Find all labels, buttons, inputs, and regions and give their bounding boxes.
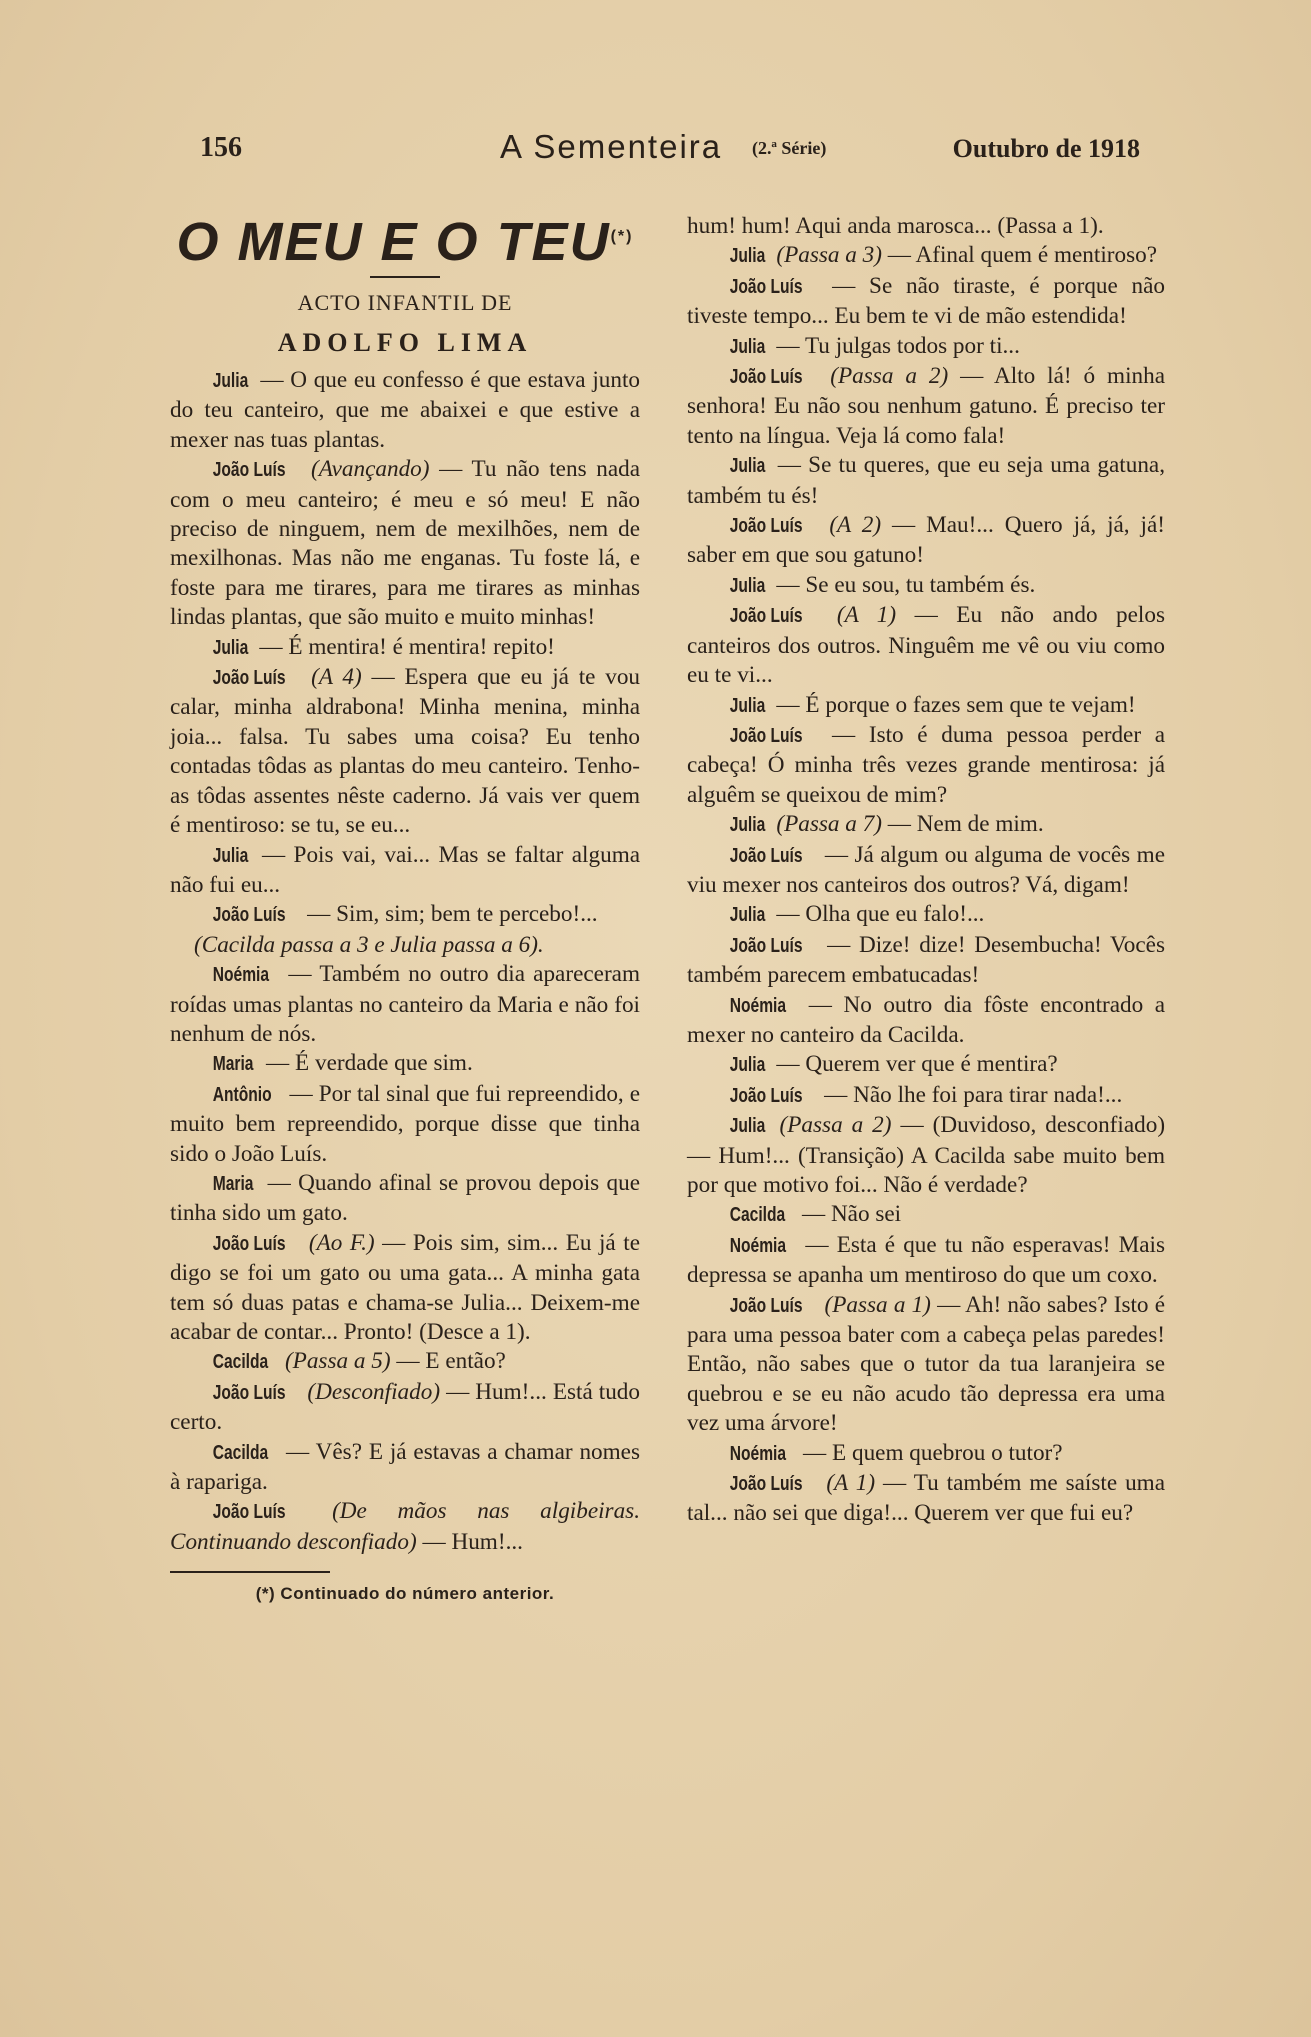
dialogue-line: João Luís — Já algum ou alguma de vocês me viu mexer nos canteiros dos outros? Vá, digam! xyxy=(687,841,1166,898)
speaker-name: Julia xyxy=(729,814,766,837)
speaker-name: João Luís xyxy=(212,667,286,690)
dialogue-text: hum! hum! Aqui anda marosca... (Passa a 1). xyxy=(687,213,1104,239)
speaker-name: João Luís xyxy=(729,605,803,628)
stage-direction: (Passa a 2) xyxy=(830,363,949,390)
dialogue-line: João Luís (Avançando) — Tu não tens nada com o meu canteiro; é meu e só meu! E não preciso de ninguem, nem de mexilhões, nem de mexilhonas. Mas não me enganas. Tu foste lá, e foste para me tirares, para me tirares as minhas lindas plantas, que são muito e muito minhas! xyxy=(170,456,641,631)
magazine-title: A Sementeira xyxy=(500,128,723,165)
dialogue-line: Maria — É verdade que sim. xyxy=(170,1049,640,1079)
dialogue-text: No outro dia fôste encontrado a mexer no canteiro da Cacilda. xyxy=(687,991,1166,1048)
speaker-name: João Luís xyxy=(729,1473,803,1496)
speaker-name: Cacilda xyxy=(212,1351,269,1374)
dialogue-line: João Luís (A 1) — Tu também me saíste uma tal... não sei que diga!... Querem ver que fui eu? xyxy=(687,1470,1166,1527)
speaker-name: Antônio xyxy=(212,1083,272,1106)
dialogue-line: Cacilda (Passa a 5) — E então? xyxy=(170,1347,640,1377)
dialogue-text: Pois sim, sim... Eu já te digo se foi um gato ou uma gata... A minha gata tem só duas patas e chama-se Julia... Deixem-me acabar de contar... Pronto! (Desce a 1). xyxy=(170,1229,641,1345)
speaker-name: João Luís xyxy=(212,459,286,482)
series-label: (2.ª Série) xyxy=(752,138,827,158)
stage-direction: (A 4) xyxy=(311,664,362,691)
stage-direction: (Passa a 5) xyxy=(284,1348,391,1375)
dialogue-text: E então? xyxy=(425,1348,506,1375)
dialogue-line: Noémia — No outro dia fôste encontrado a mexer no canteiro da Cacilda. xyxy=(687,991,1166,1048)
dialogue-text: Se não tiraste, é porque não tiveste tempo... Eu bem te vi de mão estendida! xyxy=(687,272,1166,330)
issue-date: Outubro de 1918 xyxy=(952,134,1140,163)
speaker-name: João Luís xyxy=(729,724,803,747)
speaker-name: Cacilda xyxy=(212,1441,269,1464)
dialogue-line: João Luís (A 1) — Eu não ando pelos canteiros dos outros. Ninguêm me vê ou viu como eu te vi... xyxy=(687,602,1165,689)
speaker-name: Julia xyxy=(729,694,766,717)
footnote-marker: (*) xyxy=(610,228,634,245)
left-column xyxy=(170,205,640,1609)
speaker-name: Maria xyxy=(212,1172,254,1195)
speaker-name: João Luís xyxy=(729,515,803,538)
speaker-name: Julia xyxy=(212,636,249,659)
dialogue-text: Se tu queres, que eu seja uma gatuna, também tu és! xyxy=(687,452,1166,509)
dialogue-line: Julia — O que eu confesso é que estava junto do teu canteiro, que me abaixei e que estive a mexer nas tuas plantas. xyxy=(170,367,640,453)
speaker-name: João Luís xyxy=(212,1501,286,1524)
right-dialogue xyxy=(687,212,1165,1529)
dialogue-text: Tu julgas todos por ti... xyxy=(804,332,1020,359)
stage-direction: (Passa a 1) xyxy=(824,1291,931,1318)
dialogue-text: É mentira! é mentira! repito! xyxy=(288,633,555,660)
dialogue-text: Eu não ando pelos canteiros dos outros. Ninguêm me vê ou viu como eu te vi... xyxy=(687,602,1165,689)
dialogue-text: (Duvidoso, desconfiado) — Hum!... (Transição) A Cacilda sabe muito bem por que motivo foi... Não é verdade? xyxy=(687,1112,1166,1198)
stage-direction: (Passa a 2) xyxy=(779,1112,892,1139)
dialogue-text: Esta é que tu não esperavas! Mais depressa se apanha um mentiroso do que um coxo. xyxy=(687,1231,1165,1289)
dialogue-line: Cacilda — Não sei xyxy=(687,1200,1165,1230)
dialogue-text: Dize! dize! Desembucha! Vocês também parecem embatucadas! xyxy=(687,931,1165,989)
stage-direction: (A 2) xyxy=(829,512,882,539)
dialogue-text: Hum!... xyxy=(451,1528,523,1555)
stage-direction: (Avançando) xyxy=(311,456,430,483)
stage-direction: (Passa a 7) xyxy=(776,811,882,838)
speaker-name: Noémia xyxy=(212,964,270,987)
dialogue-line: Julia — É porque o fazes sem que te vejam! xyxy=(687,691,1165,721)
dialogue-line: João Luís (De mãos nas algibeiras. Continuando desconfiado) — Hum!... xyxy=(170,1498,640,1555)
dialogue-text: Por tal sinal que fui repreendido, e muito bem repreendido, porque disse que tinha sido o João Luís. xyxy=(170,1080,641,1167)
dialogue-line: João Luís — Se não tiraste, é porque não tiveste tempo... Eu bem te vi de mão estendida! xyxy=(687,272,1166,330)
speaker-name: Noémia xyxy=(729,1234,787,1257)
dialogue-line: João Luís (Passa a 1) — Ah! não sabes? Isto é para uma pessoa bater com a cabeça pelas paredes! Então, não sabes que o tutor da tua laranjeira se quebrou e se eu não acudo tão depressa era uma vez uma árvore! xyxy=(687,1291,1165,1437)
dialogue-line: João Luís (Desconfiado) — Hum!... Está tudo certo. xyxy=(170,1378,640,1436)
left-dialogue xyxy=(170,366,640,1557)
right-column xyxy=(687,212,1165,1529)
dialogue-text: É verdade que sim. xyxy=(295,1050,473,1077)
speaker-name: Maria xyxy=(212,1053,254,1076)
dialogue-line: Julia — Pois vai, vai... Mas se faltar alguma não fui eu... xyxy=(170,841,641,898)
dialogue-text: O que eu confesso é que estava junto do teu canteiro, que me abaixei e que estive a mexer nas tuas plantas. xyxy=(170,367,640,453)
dialogue-line: Julia (Passa a 7) — Nem de mim. xyxy=(687,810,1165,840)
speaker-name: João Luís xyxy=(729,366,803,389)
speaker-name: João Luís xyxy=(212,904,286,927)
dialogue-line: João Luís (A 4) — Espera que eu já te vou calar, minha aldrabona! Minha menina, minha joia... falsa. Tu sabes uma coisa? Eu tenho contadas tôdas as plantas do meu canteiro. Tenho-as tôdas assentes nêste caderno. Já vais ver quem é mentiroso: se tu, se eu... xyxy=(170,664,641,839)
dialogue-text: Isto é duma pessoa perder a cabeça! Ó minha três vezes grande mentirosa: já alguêm se queixou de mim? xyxy=(687,721,1166,808)
speaker-name: Julia xyxy=(212,370,249,392)
dialogue-text: Se eu sou, tu também és. xyxy=(805,571,1036,598)
speaker-name: Julia xyxy=(729,1115,766,1138)
dialogue-line: Julia (Passa a 3) — Afinal quem é mentiroso? xyxy=(687,241,1165,271)
dialogue-line: Noémia — Também no outro dia apareceram roídas umas plantas no canteiro da Maria e não foi nenhum de nós. xyxy=(170,961,640,1047)
dialogue-line: João Luís (Passa a 2) — Alto lá! ó minha senhora! Eu não sou nenhum gatuno. É preciso ter tento na língua. Veja lá como fala! xyxy=(687,363,1166,449)
speaker-name: Noémia xyxy=(729,994,787,1017)
dialogue-line: Noémia — E quem quebrou o tutor? xyxy=(687,1439,1165,1469)
dialogue-line: Julia — É mentira! é mentira! repito! xyxy=(170,633,640,663)
speaker-name: Julia xyxy=(729,1054,766,1077)
play-title xyxy=(170,205,640,274)
dialogue-text: Querem ver que é mentira? xyxy=(805,1051,1058,1078)
dialogue-line: Noémia — Esta é que tu não esperavas! Mais depressa se apanha um mentiroso do que um coxo. xyxy=(687,1231,1165,1289)
page-number: 156 xyxy=(200,132,242,163)
dialogue-text: Hum!... Está tudo certo. xyxy=(170,1378,640,1436)
speaker-name: João Luís xyxy=(729,1084,803,1107)
stage-direction: (Desconfiado) xyxy=(307,1378,441,1405)
play-title-text: O MEU E O TEU xyxy=(176,212,611,272)
dialogue-text: Ah! não sabes? Isto é para uma pessoa bater com a cabeça pelas paredes! Então, não sabes que o tutor da tua laranjeira se quebrou e se eu não acudo tão depressa era uma vez uma árvore! xyxy=(687,1291,1165,1437)
speaker-name: João Luís xyxy=(212,1381,286,1404)
stage-direction: (A 1) xyxy=(826,1470,876,1497)
dialogue-text: Mau!... Quero já, já, já! saber em que sou gatuno! xyxy=(687,512,1166,569)
page-header xyxy=(200,128,1140,168)
title-rule xyxy=(370,276,440,278)
dialogue-line: Maria — Quando afinal se provou depois que tinha sido um gato. xyxy=(170,1169,641,1227)
dialogue-text: Tu não tens nada com o meu canteiro; é meu e só meu! E não preciso de ninguem, nem de mexilhões, nem de mexilhonas. Mas não me enganas. Tu foste lá, e foste para me tirares, para me tirares as minhas lindas plantas, que são muito e muito minhas! xyxy=(170,456,641,631)
dialogue-text: Tu também me saíste uma tal... não sei que diga!... Querem ver que fui eu? xyxy=(687,1470,1166,1527)
dialogue-line: Julia — Se tu queres, que eu seja uma gatuna, também tu és! xyxy=(687,452,1166,509)
dialogue-line: Julia — Querem ver que é mentira? xyxy=(687,1050,1165,1080)
speaker-name: Julia xyxy=(729,574,766,597)
dialogue-line: João Luís — Dize! dize! Desembucha! Vocês também parecem embatucadas! xyxy=(687,931,1165,989)
dialogue-text: Nem de mim. xyxy=(916,811,1044,838)
dialogue-text: É porque o fazes sem que te vejam! xyxy=(805,691,1136,718)
dialogue-line: João Luís — Isto é duma pessoa perder a cabeça! Ó minha três vezes grande mentirosa: já alguêm se queixou de mim? xyxy=(687,721,1166,808)
footnote: (*) Continuado do número anterior. xyxy=(255,1584,555,1604)
dialogue-line xyxy=(687,212,1165,241)
dialogue-text: Não sei xyxy=(830,1201,902,1228)
stage-direction: (Ao F.) xyxy=(308,1229,375,1256)
play-author: ADOLFO LIMA xyxy=(277,328,533,357)
speaker-name: Julia xyxy=(212,844,249,867)
dialogue-line: João Luís — Não lhe foi para tirar nada!... xyxy=(687,1081,1165,1111)
dialogue-text: Não lhe foi para tirar nada!... xyxy=(853,1081,1123,1108)
speaker-name: Cacilda xyxy=(729,1204,786,1227)
play-subtitle: ACTO INFANTIL DE xyxy=(297,290,513,315)
dialogue-text: Alto lá! ó minha senhora! Eu não sou nenhum gatuno. É preciso ter tento na língua. Veja lá como fala! xyxy=(687,363,1166,449)
dialogue-line: João Luís — Sim, sim; bem te percebo!... xyxy=(170,900,640,930)
dialogue-text: E quem quebrou o tutor? xyxy=(832,1439,1063,1466)
speaker-name: Julia xyxy=(729,335,766,358)
dialogue-line: Julia — Se eu sou, tu também és. xyxy=(687,571,1165,601)
speaker-name: Julia xyxy=(729,455,766,478)
dialogue-text: Afinal quem é mentiroso? xyxy=(915,242,1157,269)
stage-direction: (A 1) xyxy=(836,602,897,629)
dialogue-line xyxy=(170,931,640,960)
dialogue-line: João Luís (A 2) — Mau!... Quero já, já, já! saber em que sou gatuno! xyxy=(687,512,1166,569)
speaker-name: João Luís xyxy=(212,1232,286,1255)
speaker-name: João Luís xyxy=(729,934,803,957)
footnote-rule xyxy=(170,1571,330,1573)
dialogue-text: Também no outro dia apareceram roídas umas plantas no canteiro da Maria e não foi nenhum de nós. xyxy=(170,961,640,1047)
dialogue-line: Antônio — Por tal sinal que fui repreendido, e muito bem repreendido, porque disse que tinha sido o João Luís. xyxy=(170,1080,641,1167)
speaker-name: Julia xyxy=(729,904,766,927)
dialogue-text: Vês? E já estavas a chamar nomes à rapariga. xyxy=(170,1438,640,1496)
dialogue-text: Quando afinal se provou depois que tinha sido um gato. xyxy=(170,1169,641,1227)
dialogue-line: João Luís (Ao F.) — Pois sim, sim... Eu já te digo se foi um gato ou uma gata... A minha gata tem só duas patas e chama-se Julia... Deixem-me acabar de contar... Pronto! (Desce a 1). xyxy=(170,1229,641,1345)
stage-direction: (Cacilda passa a 3 e Julia passa a 6). xyxy=(194,931,544,958)
dialogue-text: Espera que eu já te vou calar, minha aldrabona! Minha menina, minha joia... falsa. Tu sabes uma coisa? Eu tenho contadas tôdas as plantas do meu canteiro. Tenho-as tôdas assentes nêste caderno. Já vais ver quem é mentiroso: se tu, se eu... xyxy=(170,664,641,839)
speaker-name: João Luís xyxy=(729,1294,803,1317)
dialogue-line: Julia — Olha que eu falo!... xyxy=(687,900,1165,930)
dialogue-text: Sim, sim; bem te percebo!... xyxy=(336,901,598,928)
dialogue-text: Pois vai, vai... Mas se faltar alguma não fui eu... xyxy=(170,841,641,898)
dialogue-line: Cacilda — Vês? E já estavas a chamar nomes à rapariga. xyxy=(170,1438,640,1496)
dialogue-line: Julia — Tu julgas todos por ti... xyxy=(687,332,1165,362)
stage-direction: (Passa a 3) xyxy=(776,242,882,269)
speaker-name: João Luís xyxy=(729,275,803,298)
dialogue-text: Olha que eu falo!... xyxy=(805,901,985,928)
speaker-name: João Luís xyxy=(729,844,803,867)
dialogue-text: Já algum ou alguma de vocês me viu mexer nos canteiros dos outros? Vá, digam! xyxy=(687,841,1166,898)
stage-direction: (De mãos nas algibeiras. Continuando desconfiado) xyxy=(170,1498,640,1555)
speaker-name: Julia xyxy=(729,245,766,268)
dialogue-line: Julia (Passa a 2) — (Duvidoso, desconfiado) — Hum!... (Transição) A Cacilda sabe muito bem por que motivo foi... Não é verdade? xyxy=(687,1112,1166,1198)
speaker-name: Noémia xyxy=(729,1442,787,1465)
